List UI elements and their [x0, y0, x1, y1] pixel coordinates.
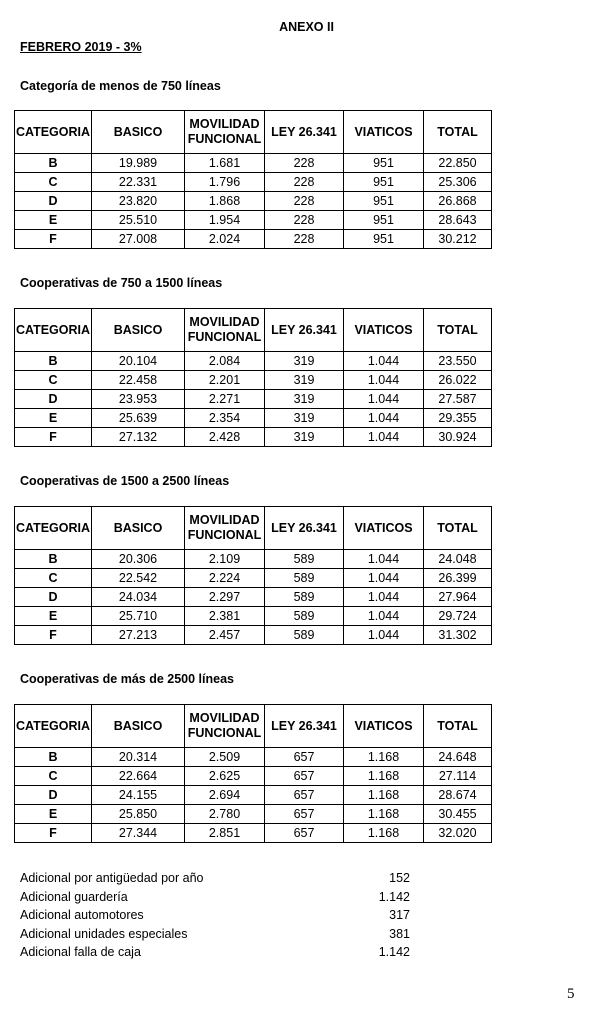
page-number: 5 — [567, 986, 575, 1002]
value-cell: 22.664 — [92, 767, 185, 786]
list-item — [20, 869, 410, 888]
value-cell: 24.048 — [424, 550, 492, 569]
value-cell: 2.851 — [185, 824, 265, 843]
section-title: Cooperativas de más de 2500 líneas — [20, 672, 234, 686]
column-header: LEY 26.341 — [265, 309, 344, 352]
value-cell: 1.044 — [344, 352, 424, 371]
value-cell: 20.314 — [92, 748, 185, 767]
value-cell: 25.850 — [92, 805, 185, 824]
value-cell: 29.724 — [424, 607, 492, 626]
value-cell: 1.168 — [344, 767, 424, 786]
value-cell: 27.964 — [424, 588, 492, 607]
column-header: BASICO — [92, 111, 185, 154]
value-cell: 1.044 — [344, 428, 424, 447]
item-value: 317 — [389, 908, 410, 922]
value-cell: 26.399 — [424, 569, 492, 588]
column-header: TOTAL — [424, 507, 492, 550]
table-row — [15, 805, 492, 824]
column-header: CATEGORIA — [15, 705, 92, 748]
value-cell: 2.084 — [185, 352, 265, 371]
value-cell: 23.820 — [92, 192, 185, 211]
table-row — [15, 786, 492, 805]
value-cell: 319 — [265, 352, 344, 371]
value-cell: 27.344 — [92, 824, 185, 843]
list-item — [20, 925, 410, 944]
value-cell: 27.132 — [92, 428, 185, 447]
table-row — [15, 230, 492, 249]
salary-table — [14, 308, 492, 447]
column-header: CATEGORIA — [15, 507, 92, 550]
category-cell: F — [15, 626, 92, 645]
value-cell: 24.155 — [92, 786, 185, 805]
item-label: Adicional guardería — [20, 889, 128, 904]
value-cell: 22.850 — [424, 154, 492, 173]
table-row — [15, 390, 492, 409]
value-cell: 20.104 — [92, 352, 185, 371]
column-header: MOVILIDAD FUNCIONAL — [185, 111, 265, 154]
category-cell: E — [15, 409, 92, 428]
section-title: Cooperativas de 1500 a 2500 líneas — [20, 474, 230, 488]
category-cell: C — [15, 371, 92, 390]
list-item — [20, 943, 410, 962]
list-item — [20, 888, 410, 907]
table-row — [15, 154, 492, 173]
document-subtitle: FEBRERO 2019 - 3% — [20, 40, 142, 54]
value-cell: 25.639 — [92, 409, 185, 428]
table-row — [15, 409, 492, 428]
column-header: MOVILIDAD FUNCIONAL — [185, 507, 265, 550]
category-cell: B — [15, 748, 92, 767]
value-cell: 23.953 — [92, 390, 185, 409]
table-header-row — [15, 111, 492, 154]
value-cell: 22.542 — [92, 569, 185, 588]
column-header: LEY 26.341 — [265, 705, 344, 748]
table-row — [15, 748, 492, 767]
value-cell: 19.989 — [92, 154, 185, 173]
value-cell: 2.694 — [185, 786, 265, 805]
value-cell: 1.681 — [185, 154, 265, 173]
value-cell: 2.109 — [185, 550, 265, 569]
value-cell: 657 — [265, 824, 344, 843]
table-row — [15, 588, 492, 607]
value-cell: 27.213 — [92, 626, 185, 645]
item-value: 381 — [389, 926, 410, 941]
column-header: VIATICOS — [344, 507, 424, 550]
table-row — [15, 192, 492, 211]
value-cell: 319 — [265, 409, 344, 428]
value-cell: 31.302 — [424, 626, 492, 645]
table-row — [15, 607, 492, 626]
table-row — [15, 173, 492, 192]
salary-table — [14, 506, 492, 645]
column-header: CATEGORIA — [15, 309, 92, 352]
table-row — [15, 626, 492, 645]
column-header: LEY 26.341 — [265, 507, 344, 550]
value-cell: 1.044 — [344, 607, 424, 626]
value-cell: 951 — [344, 154, 424, 173]
category-cell: D — [15, 192, 92, 211]
value-cell: 24.648 — [424, 748, 492, 767]
item-label: Adicional por antigüedad por año — [20, 871, 204, 885]
column-header: VIATICOS — [344, 705, 424, 748]
value-cell: 28.674 — [424, 786, 492, 805]
value-cell: 228 — [265, 154, 344, 173]
value-cell: 1.168 — [344, 824, 424, 843]
value-cell: 2.224 — [185, 569, 265, 588]
value-cell: 24.034 — [92, 588, 185, 607]
value-cell: 589 — [265, 626, 344, 645]
value-cell: 2.457 — [185, 626, 265, 645]
value-cell: 30.924 — [424, 428, 492, 447]
section-title: Categoría de menos de 750 líneas — [20, 79, 221, 93]
category-cell: D — [15, 786, 92, 805]
category-cell: B — [15, 154, 92, 173]
column-header: TOTAL — [424, 309, 492, 352]
value-cell: 25.710 — [92, 607, 185, 626]
value-cell: 228 — [265, 230, 344, 249]
value-cell: 29.355 — [424, 409, 492, 428]
value-cell: 319 — [265, 428, 344, 447]
value-cell: 23.550 — [424, 352, 492, 371]
table-header-row — [15, 309, 492, 352]
value-cell: 1.044 — [344, 569, 424, 588]
value-cell: 657 — [265, 748, 344, 767]
value-cell: 2.024 — [185, 230, 265, 249]
value-cell: 20.306 — [92, 550, 185, 569]
section-title: Cooperativas de 750 a 1500 líneas — [20, 276, 223, 290]
column-header: LEY 26.341 — [265, 111, 344, 154]
table-header-row — [15, 507, 492, 550]
salary-table — [14, 704, 492, 843]
value-cell: 2.625 — [185, 767, 265, 786]
additional-items-list — [20, 869, 410, 962]
value-cell: 228 — [265, 211, 344, 230]
value-cell: 2.780 — [185, 805, 265, 824]
value-cell: 1.168 — [344, 786, 424, 805]
value-cell: 657 — [265, 767, 344, 786]
item-label: Adicional automotores — [20, 908, 144, 922]
item-value: 1.142 — [378, 945, 410, 959]
value-cell: 2.354 — [185, 409, 265, 428]
salary-table — [14, 110, 492, 249]
category-cell: D — [15, 390, 92, 409]
column-header: MOVILIDAD FUNCIONAL — [185, 705, 265, 748]
table-row — [15, 428, 492, 447]
category-cell: F — [15, 824, 92, 843]
value-cell: 589 — [265, 569, 344, 588]
column-header: TOTAL — [424, 705, 492, 748]
value-cell: 25.510 — [92, 211, 185, 230]
category-cell: C — [15, 767, 92, 786]
value-cell: 951 — [344, 211, 424, 230]
column-header: CATEGORIA — [15, 111, 92, 154]
list-item — [20, 906, 410, 925]
value-cell: 2.271 — [185, 390, 265, 409]
item-value: 1.142 — [378, 889, 410, 904]
value-cell: 1.168 — [344, 748, 424, 767]
column-header: VIATICOS — [344, 111, 424, 154]
value-cell: 2.509 — [185, 748, 265, 767]
column-header: BASICO — [92, 705, 185, 748]
value-cell: 951 — [344, 173, 424, 192]
column-header: BASICO — [92, 309, 185, 352]
value-cell: 951 — [344, 230, 424, 249]
category-cell: C — [15, 569, 92, 588]
value-cell: 30.212 — [424, 230, 492, 249]
value-cell: 26.022 — [424, 371, 492, 390]
item-value: 152 — [389, 871, 410, 885]
value-cell: 589 — [265, 588, 344, 607]
value-cell: 1.796 — [185, 173, 265, 192]
table-row — [15, 371, 492, 390]
table-row — [15, 569, 492, 588]
table-row — [15, 352, 492, 371]
value-cell: 1.868 — [185, 192, 265, 211]
value-cell: 1.168 — [344, 805, 424, 824]
category-cell: D — [15, 588, 92, 607]
value-cell: 1.044 — [344, 550, 424, 569]
category-cell: B — [15, 352, 92, 371]
category-cell: E — [15, 211, 92, 230]
value-cell: 27.114 — [424, 767, 492, 786]
value-cell: 2.297 — [185, 588, 265, 607]
value-cell: 1.954 — [185, 211, 265, 230]
value-cell: 22.458 — [92, 371, 185, 390]
value-cell: 22.331 — [92, 173, 185, 192]
column-header: MOVILIDAD FUNCIONAL — [185, 309, 265, 352]
table-row — [15, 824, 492, 843]
value-cell: 25.306 — [424, 173, 492, 192]
category-cell: E — [15, 805, 92, 824]
value-cell: 589 — [265, 607, 344, 626]
value-cell: 951 — [344, 192, 424, 211]
value-cell: 2.201 — [185, 371, 265, 390]
table-row — [15, 211, 492, 230]
value-cell: 27.587 — [424, 390, 492, 409]
value-cell: 26.868 — [424, 192, 492, 211]
value-cell: 2.428 — [185, 428, 265, 447]
table-row — [15, 767, 492, 786]
value-cell: 657 — [265, 805, 344, 824]
document-title: ANEXO II — [279, 20, 334, 34]
value-cell: 319 — [265, 371, 344, 390]
column-header: BASICO — [92, 507, 185, 550]
column-header: VIATICOS — [344, 309, 424, 352]
value-cell: 1.044 — [344, 390, 424, 409]
value-cell: 32.020 — [424, 824, 492, 843]
category-cell: F — [15, 230, 92, 249]
value-cell: 1.044 — [344, 409, 424, 428]
value-cell: 589 — [265, 550, 344, 569]
category-cell: E — [15, 607, 92, 626]
table-header-row — [15, 705, 492, 748]
value-cell: 30.455 — [424, 805, 492, 824]
value-cell: 1.044 — [344, 371, 424, 390]
value-cell: 1.044 — [344, 588, 424, 607]
category-cell: F — [15, 428, 92, 447]
value-cell: 1.044 — [344, 626, 424, 645]
value-cell: 27.008 — [92, 230, 185, 249]
value-cell: 28.643 — [424, 211, 492, 230]
category-cell: C — [15, 173, 92, 192]
value-cell: 319 — [265, 390, 344, 409]
table-row — [15, 550, 492, 569]
item-label: Adicional falla de caja — [20, 945, 141, 959]
value-cell: 657 — [265, 786, 344, 805]
value-cell: 228 — [265, 192, 344, 211]
item-label: Adicional unidades especiales — [20, 926, 188, 941]
column-header: TOTAL — [424, 111, 492, 154]
value-cell: 2.381 — [185, 607, 265, 626]
category-cell: B — [15, 550, 92, 569]
value-cell: 228 — [265, 173, 344, 192]
